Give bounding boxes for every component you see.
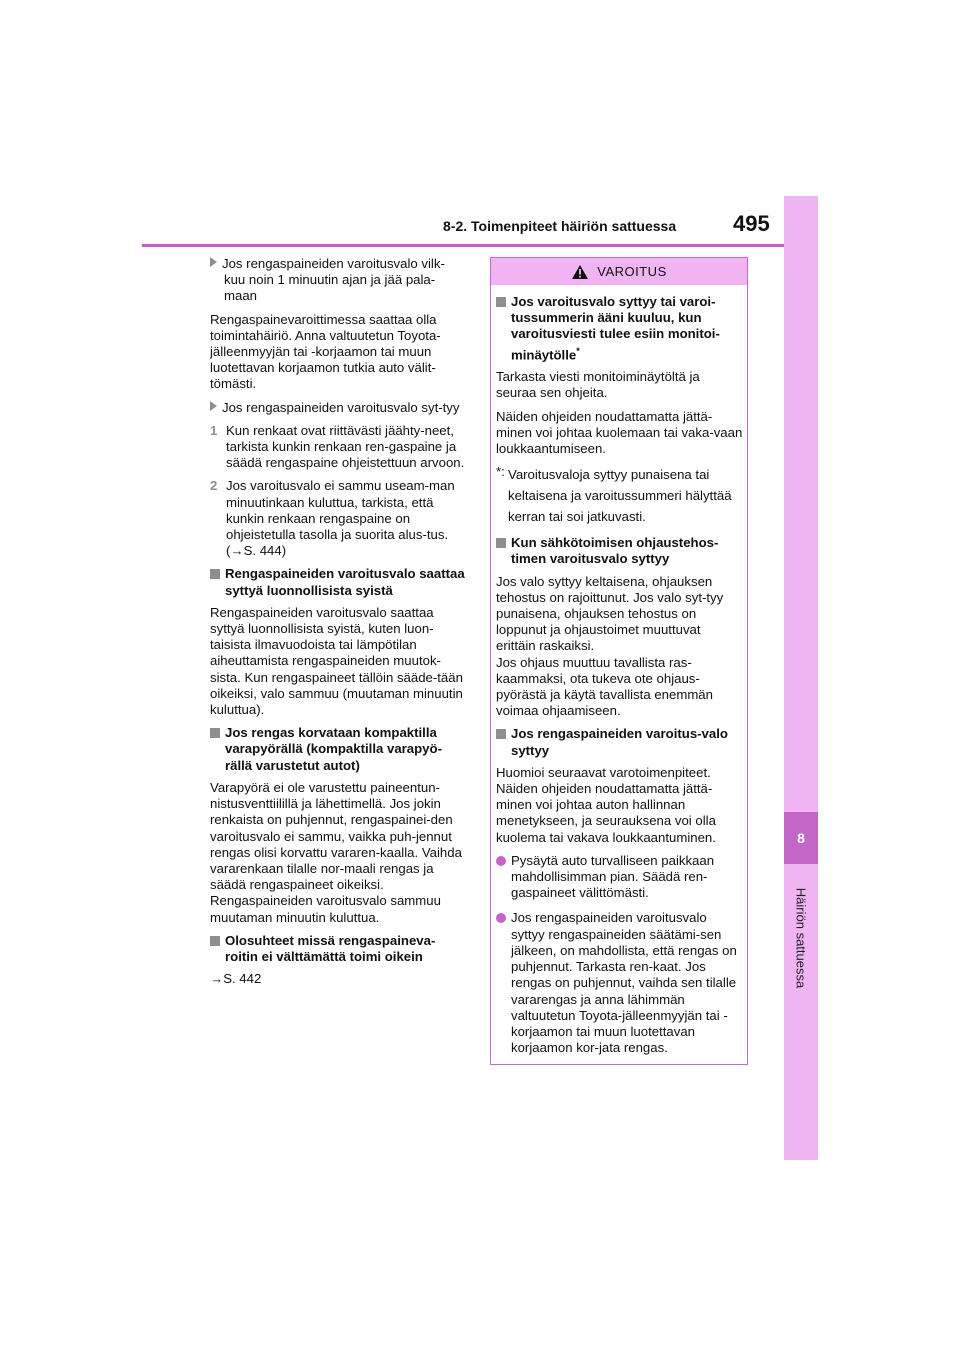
- square-bullet-icon: [496, 297, 506, 307]
- triangle-bullet-icon: [210, 257, 217, 267]
- warning-heading: Jos rengaspaineiden varoitus-valo syttyy: [496, 726, 743, 758]
- step-text: Kun renkaat ovat riittävästi jäähty-neet, tarkista kunkin renkaan ren-gaspaine ja säädä rengaspaine ohjeistettuun arvoon.: [226, 422, 465, 471]
- footnote-ref: *: [576, 345, 580, 356]
- step-item: [210, 423, 466, 472]
- header-divider: [142, 244, 790, 247]
- warning-title: VAROITUS: [597, 264, 667, 279]
- warning-body: [491, 285, 747, 1056]
- arrow-item: Jos rengaspaineiden varoitusvalo vilk-kuu noin 1 minuutin ajan ja jää pala-maan: [210, 256, 466, 305]
- warning-heading: Kun sähkötoimisen ohjaustehos-timen varoitusvalo syttyy: [496, 535, 743, 567]
- chapter-label: Häiriön sattuessa: [793, 887, 809, 989]
- square-bullet-icon: [496, 538, 506, 548]
- circle-bullet-icon: [496, 856, 506, 866]
- chapter-number: 8: [784, 812, 818, 864]
- left-column: [210, 256, 466, 994]
- paragraph: Jos valo syttyy keltaisena, ohjauksen tehostus on rajoittunut. Jos valo syt-tyy punaisena, ohjauksen tehostus on loppunut ja ohjaustoimet muuttuvat erittäin raskaiksi.: [496, 573, 724, 654]
- step-number: 2: [210, 478, 218, 494]
- paragraph: Huomioi seuraavat varotoimenpiteet. Näiden ohjeiden noudattamatta jättä-minen voi johtaa auton hallinnan menetykseen, ja seurauksena voi olla kuolema tai vakava loukkaantuminen.: [496, 764, 716, 845]
- triangle-bullet-icon: [210, 401, 217, 411]
- bullet-item: Pysäytä auto turvalliseen paikkaan mahdollisimman pian. Säädä ren-gaspaineet välittömästi.: [496, 853, 743, 902]
- section-heading: Jos rengas korvataan kompaktilla varapyörällä (kompaktilla varapyö-rällä varustetut autot): [210, 725, 466, 774]
- warning-triangle-icon: [571, 264, 589, 280]
- paragraph: Varapyörä ei ole varustettu paineentun-nistusventtiilillä ja lähettimellä. Jos jokin renkaista on puhjennut, rengaspainei-den varoitusvalo ei sammu, vaikka puh-jennut rengas olisi korvattu vararen-kaalla. Vaihda vararenkaan tilalle nor-maali rengas ja säädä rengaspaineet oikeiksi. Rengaspaineiden varoitusvalo sammuu muutaman minuutin kuluttua.: [210, 779, 462, 925]
- paragraph: Tarkasta viesti monitoiminäytöltä ja seuraa sen ohjeita.: [496, 369, 700, 401]
- paragraph: Näiden ohjeiden noudattamatta jättä-minen voi johtaa kuolemaan tai vaka-vaan loukkaantumiseen.: [496, 408, 743, 457]
- side-tab: [784, 196, 818, 1160]
- footnote-mark: *:: [496, 464, 505, 480]
- arrow-item: Jos rengaspaineiden varoitusvalo syt-tyy: [210, 400, 466, 416]
- section-title: 8-2. Toimenpiteet häiriön sattuessa: [443, 218, 677, 234]
- circle-bullet-icon: [496, 913, 506, 923]
- footnote-text: Varoitusvaloja syttyy punaisena tai keltaisena ja varoitussummeri hälyttää kerran tai soi jatkuvasti.: [508, 467, 732, 525]
- paragraph: Rengaspaineiden varoitusvalo saattaa syttyä luonnollisista syistä, kuten luon-taisista ilmavuodoista tai lämpötilan aiheuttamista rengaspaineiden muutok-sista. Kun rengaspaineet tällöin sääde-tään oikeiksi, valo sammuu (muutaman minuutin kuluttua).: [210, 604, 463, 718]
- paragraph: Jos ohjaus muuttuu tavallista ras-kaammaksi, ota tukeva ote ohjaus-pyörästä ja käytä tavallista enemmän voimaa ohjaamiseen.: [496, 654, 713, 719]
- paragraph: Rengaspainevaroittimessa saattaa olla toimintahäiriö. Anna valtuutetun Toyota-jälleenmyyjän tai -korjaamon tai muun luotettavan korjaamon tutkia auto välit-tömästi.: [210, 311, 441, 392]
- footnote: [496, 464, 743, 527]
- step-number: 1: [210, 422, 218, 438]
- step-text: Jos varoitusvalo ei sammu useam-man minuutinkaan kuluttua, tarkista, että kunkin renkaan rengaspaine on ohjeistetulla tasolla ja suorita alus-tus. (→S. 444): [226, 478, 455, 559]
- square-bullet-icon: [496, 729, 506, 739]
- step-item: [210, 478, 466, 559]
- square-bullet-icon: [210, 569, 220, 579]
- section-heading: Rengaspaineiden varoitusvalo saattaa syttyä luonnollisista syistä: [210, 566, 466, 598]
- section-heading: Olosuhteet missä rengaspaineva-roitin ei välttämättä toimi oikein: [210, 933, 466, 965]
- warning-header: [491, 258, 747, 285]
- page-reference: →S. 442: [210, 971, 262, 987]
- page-number: 495: [733, 211, 770, 236]
- warning-heading: Jos varoitusvalo syttyy tai varoi-tussummerin ääni kuuluu, kun varoitusviesti tulee esiin monitoi-minäytölle*: [496, 294, 743, 363]
- warning-box: [490, 257, 748, 1065]
- square-bullet-icon: [210, 728, 220, 738]
- square-bullet-icon: [210, 936, 220, 946]
- bullet-item: Jos rengaspaineiden varoitusvalo syttyy rengaspaineiden säätämi-sen jälkeen, on mahdollista, että rengas on puhjennut. Tarkasta ren-kaat. Jos rengas on puhjennut, vaihda sen tilalle vararengas ja anna lähimmän valtuutetun Toyota-jälleenmyyjän tai -korjaamon tai muun luotettavan korjaamon kor-jata rengas.: [496, 910, 743, 1056]
